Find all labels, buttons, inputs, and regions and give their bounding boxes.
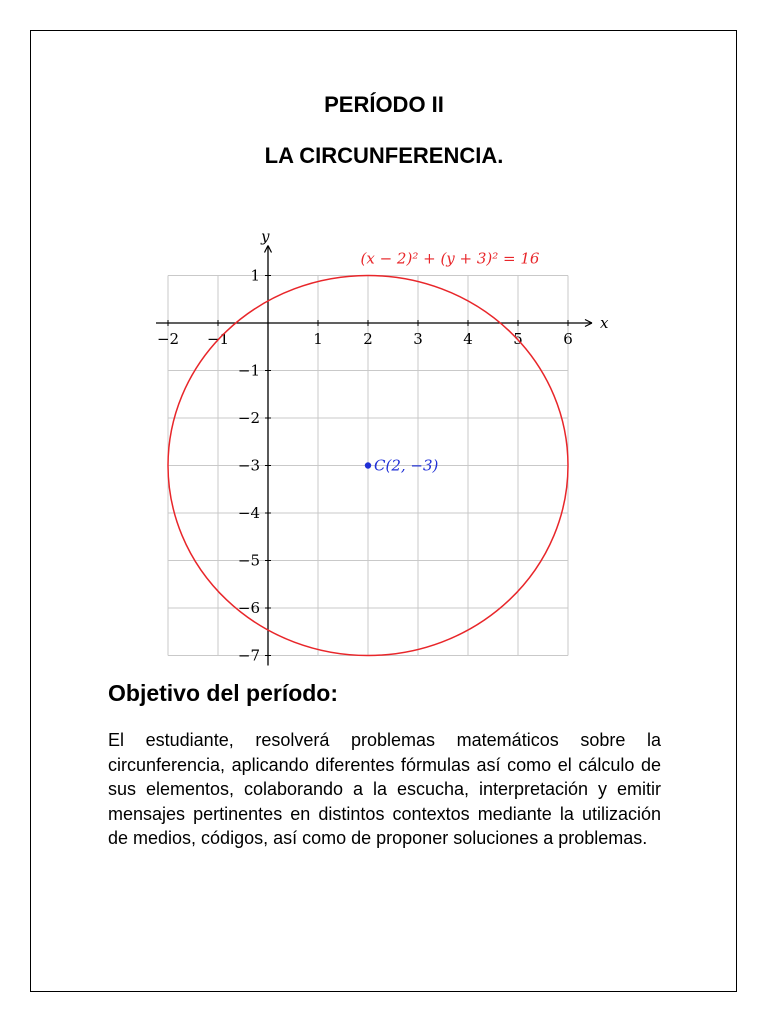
- y-tick-label: 1: [250, 266, 260, 285]
- x-tick-label: 6: [563, 330, 573, 348]
- y-tick-label: −3: [237, 456, 260, 475]
- x-tick-label: 1: [313, 330, 323, 348]
- topic-title: LA CIRCUNFERENCIA.: [264, 143, 504, 168]
- y-tick-label: −1: [237, 361, 260, 380]
- center-point-label: C(2, −3): [374, 456, 439, 475]
- x-tick-label: 5: [513, 330, 523, 348]
- center-point: [365, 462, 371, 468]
- y-tick-label: −6: [237, 599, 260, 617]
- y-tick-label: −7: [237, 646, 260, 665]
- period-title: PERÍODO II: [324, 92, 444, 117]
- axes: [156, 228, 609, 666]
- y-tick-label: −2: [237, 409, 260, 427]
- y-tick-label: −5: [237, 551, 260, 570]
- y-tick-label: −4: [237, 504, 260, 522]
- y-axis-label: y: [261, 227, 270, 246]
- x-tick-label: −1: [206, 330, 230, 348]
- x-tick-label: 4: [463, 330, 473, 348]
- x-tick-label: 3: [413, 330, 423, 348]
- circle-equation-label: (x − 2)² + (y + 3)² = 16: [360, 249, 540, 268]
- x-axis-label: x: [600, 314, 609, 332]
- x-tick-label: −2: [156, 330, 180, 348]
- circle-graph: [140, 222, 620, 668]
- objective-heading: Objetivo del período:: [108, 680, 339, 706]
- x-tick-label: 2: [363, 330, 373, 348]
- objective-paragraph: El estudiante, resolverá problemas matemáticos sobre la circunferencia, aplicando diferentes fórmulas así como el cálculo de sus elementos, colaborando a la escucha, interpretación y emitir mensajes pertinentes en distintos contextos mediante la utilización de medios, códigos, así como de proponer soluciones a problemas.: [108, 730, 661, 848]
